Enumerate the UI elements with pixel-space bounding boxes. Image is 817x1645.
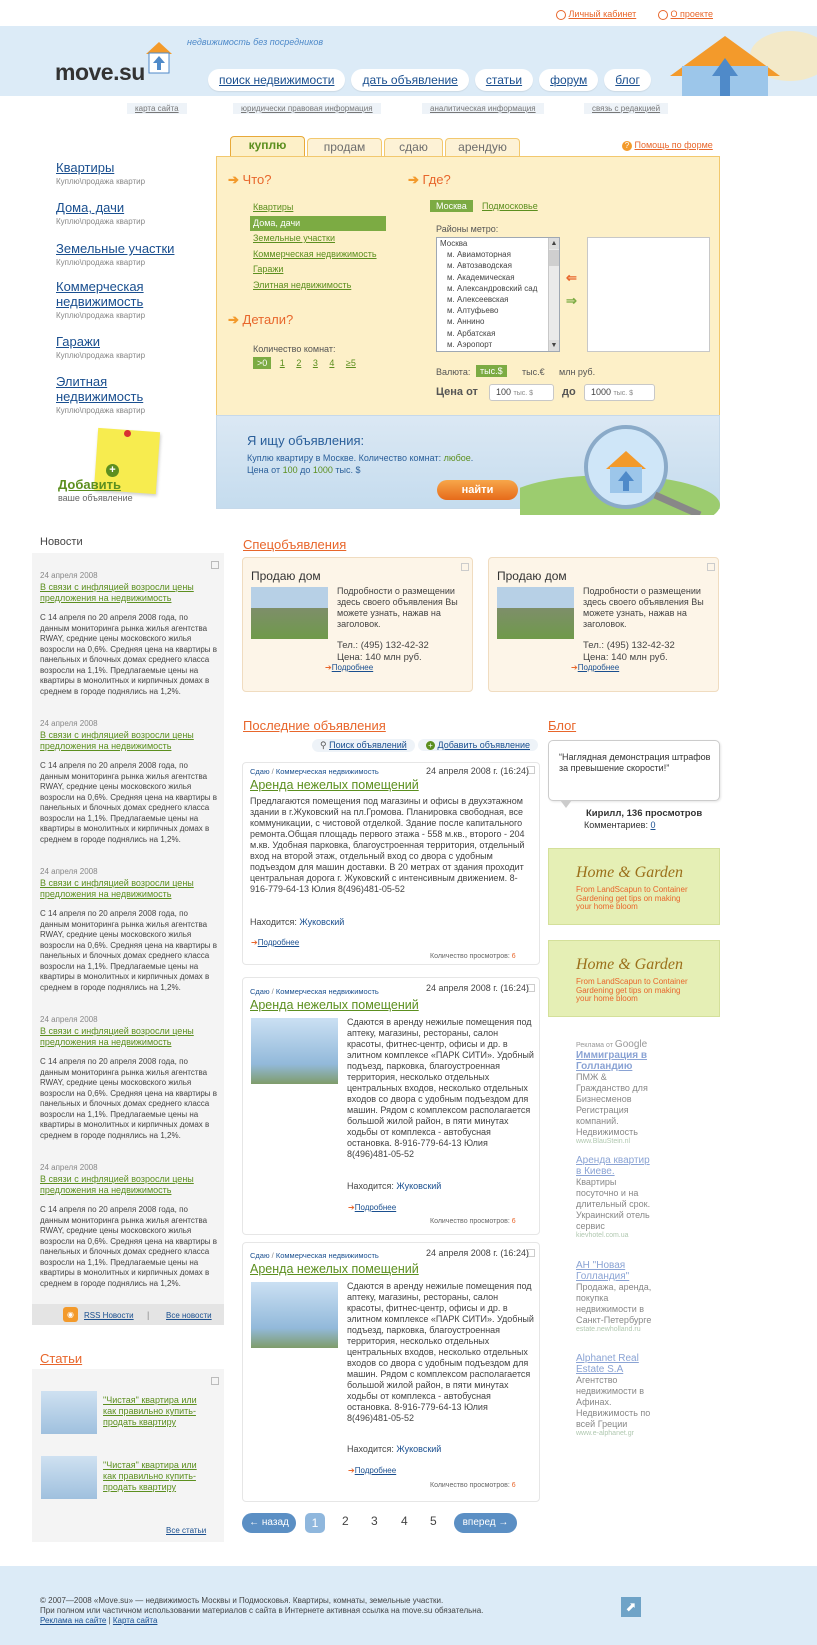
listing-photo[interactable]	[251, 1282, 338, 1348]
currency-rub[interactable]: млн руб.	[559, 367, 596, 377]
arrow-right-icon: ➔	[228, 172, 239, 187]
page-current[interactable]: 1	[305, 1513, 325, 1533]
rooms-option-selected[interactable]: >0	[253, 357, 271, 369]
google-ad[interactable]: Alphanet Real Estate S.A Агентство недвижимости в Афинах. Недвижимость по всей Греции www.e-alphanet.gr	[576, 1353, 651, 1437]
what-heading: ➔ Что?	[228, 172, 272, 187]
google-ad[interactable]: АН "Новая Голландия" Продажа, аренда, покупка недвижимости в Санкт-Петербурге estate.newholland.ru	[576, 1260, 652, 1333]
scroll-down-icon[interactable]: ▼	[550, 342, 558, 349]
all-articles-link[interactable]: Все статьи	[166, 1526, 207, 1535]
category-item[interactable]: Коммерческая недвижимость Куплю\продажа квартир	[56, 279, 146, 320]
arrow-right-icon: ➔	[348, 1203, 355, 1212]
special-photo[interactable]	[251, 587, 328, 639]
metro-option[interactable]: м. Аннино	[447, 317, 485, 327]
latest-heading[interactable]: Последние объявления	[243, 718, 386, 733]
news-item: 24 апреля 2008 В связи с инфляцией возросли цены предложения на недвижимость С 14 апреля по 20 апреля 2008 года, по данным мониторинга рынка жилья агентства RWAY, средние цены московского жилья возросли на 0,6%. Средняя цена на квартиры в панельных и блочных домах среднего класса возросли на 1,1%. Предлагаемые цены на квартиры в монолитных и кирпичных домах в среднем в городе поднялись на 1,2%.	[40, 1015, 217, 1140]
info-icon	[658, 10, 668, 20]
metro-option[interactable]: м. Академическая	[447, 272, 515, 282]
special-photo[interactable]	[497, 587, 574, 639]
collapse-icon[interactable]	[211, 1377, 219, 1385]
scroll-up-icon[interactable]: ▲	[550, 240, 558, 247]
rooms-option[interactable]: 3	[312, 358, 318, 368]
price-from-label: Цена от	[436, 386, 478, 398]
nav-search[interactable]: поиск недвижимости	[208, 69, 345, 91]
metro-option[interactable]: м. Авиамоторная	[447, 250, 511, 260]
summary-title: Я ищу объявления:	[247, 433, 365, 448]
rooms-option[interactable]: 2	[296, 358, 302, 368]
arrow-right-icon: ➔	[228, 312, 239, 327]
collapse-icon[interactable]	[707, 563, 715, 571]
listing-breadcrumb: Сдаю / Коммерческая недвижимость	[250, 987, 379, 996]
listing-location: Находится: Жуковский	[250, 917, 345, 927]
scroll-to-top-icon[interactable]: ⬈	[621, 1597, 641, 1617]
tagline: недвижимость без посредников	[187, 37, 324, 47]
special-title[interactable]: Продаю дом	[497, 569, 567, 583]
more-link[interactable]: ➔Подробнее	[348, 1466, 397, 1475]
metro-option[interactable]: м. Алексеевская	[447, 295, 509, 305]
blog-author: Кирилл, 136 просмотров	[586, 808, 703, 819]
subnav-site-map[interactable]: карта сайта	[127, 103, 187, 114]
category-item[interactable]: Элитная недвижимость Куплю\продажа квартир	[56, 374, 146, 415]
google-ad[interactable]: Аренда квартир в Киеве. Квартиры посуточно и на длительный срок. Украинский отель сервис kievhotel.com.ua	[576, 1155, 651, 1239]
listing-location: Находится: Жуковский	[347, 1181, 442, 1191]
what-list	[250, 200, 386, 293]
region-moscow[interactable]: Москва	[430, 200, 473, 212]
articles-heading[interactable]: Статьи	[40, 1351, 83, 1366]
special-price: Цена: 140 млн руб.	[583, 652, 668, 663]
subnav-analytics[interactable]: аналитическая информация	[422, 103, 544, 114]
listing-body: Предлагаются помещения под магазины и офисы в двухэтажном здании в г.Жуковский на пл.Громова. Планировка свободная, все коммуникации, с чистовой отделкой. Здание после капитального ремонта.Общая площадь первого этажа - 558 м.кв., второго - 204 м.кв. Удобная парковка, благоустроенная территория, отдельный вход на второй этаж, отдельный вход со двора с удобным подъездом для машин доставки. В 20 метрах от здания проходит центральная дорога г. Жуковский с интенсивным движением. 8-916-779-64-13 Юлия 8(496)481-05-52	[250, 796, 525, 894]
special-phone: Тел.: (495) 132-42-32	[337, 640, 429, 651]
footer-text: © 2007—2008 «Move.su» — недвижимость Москвы и Подмосковья. Квартиры, комнаты, земельные участки. При полном или частичном использовании материалов с сайта в Интернете активная ссылка на move.su обязательна. Реклама на сайте | Карта сайта	[40, 1596, 484, 1625]
plus-icon: +	[106, 464, 119, 477]
details-heading: ➔ Детали?	[228, 312, 294, 327]
what-item[interactable]: Коммерческая недвижимость	[253, 248, 377, 259]
plus-circle-icon: +	[426, 741, 435, 750]
banner-title: Home & Garden	[576, 864, 683, 881]
more-link[interactable]: ➔Подробнее	[571, 663, 620, 672]
next-page-button[interactable]: вперед →	[454, 1513, 517, 1533]
blog-heading[interactable]: Блог	[548, 718, 577, 733]
tab-buy[interactable]: куплю	[230, 136, 305, 157]
tab-sell[interactable]: продам	[307, 138, 382, 156]
what-item[interactable]: Гаражи	[253, 264, 284, 274]
rooms-option[interactable]: 1	[279, 358, 285, 368]
listing-date: 24 апреля 2008 г. (16:24)	[426, 766, 529, 776]
listing-title[interactable]: Аренда нежелых помещений	[250, 998, 419, 1012]
special-title[interactable]: Продаю дом	[251, 569, 321, 583]
add-listing-link[interactable]: + Добавить объявление	[418, 739, 538, 751]
listing-location: Находится: Жуковский	[347, 1444, 442, 1454]
separator: |	[147, 1310, 150, 1320]
listing-photo[interactable]	[251, 1018, 338, 1084]
arrow-right-icon: ➔	[325, 663, 332, 672]
search-listings-link[interactable]: ⚲ Поиск объявлений	[312, 739, 415, 752]
category-item[interactable]: Земельные участки Куплю\продажа квартир	[56, 241, 175, 267]
find-button[interactable]: найти	[437, 480, 518, 500]
listing-date: 24 апреля 2008 г. (16:24)	[426, 1248, 529, 1258]
arrow-right-icon: ➔	[348, 1466, 355, 1475]
help-link[interactable]: ? Помощь по форме	[622, 140, 713, 151]
special-phone: Тел.: (495) 132-42-32	[583, 640, 675, 651]
about-link[interactable]: О проекте	[658, 9, 713, 20]
more-link[interactable]: ➔Подробнее	[251, 938, 300, 947]
main-nav	[208, 69, 657, 91]
article-link[interactable]: "Чистая" квартира или как правильно купить-продать квартиру	[103, 1460, 197, 1492]
prev-page-button[interactable]: ← назад	[242, 1513, 296, 1533]
metro-option[interactable]: м. Автозаводская	[447, 261, 512, 271]
arrow-right-icon: ➔	[408, 172, 419, 187]
scroll-thumb[interactable]	[549, 250, 559, 266]
news-item: 24 апреля 2008 В связи с инфляцией возросли цены предложения на недвижимость С 14 апреля по 20 апреля 2008 года, по данным мониторинга рынка жилья агентства RWAY, средние цены московского жилья возросли на 0,6%. Средняя цена на квартиры в панельных и блочных домах среднего класса возросли на 1,1%. Предлагаемые цены на квартиры в монолитных и кирпичных домах в среднем в городе поднялись на 1,2%.	[40, 1163, 217, 1288]
metro-option[interactable]: Москва	[440, 239, 468, 248]
arrow-right-icon: ➔	[571, 663, 578, 672]
listing-title[interactable]: Аренда нежелых помещений	[250, 778, 419, 792]
what-item[interactable]: Элитная недвижимость	[253, 279, 352, 290]
tab-rent-out[interactable]: сдаю	[384, 138, 443, 156]
special-desc: Подробности о размещении здесь своего объявления Вы можете узнать, нажав на заголовок.	[337, 586, 458, 629]
what-item[interactable]: Земельные участки	[253, 233, 336, 243]
page-link[interactable]: 4	[401, 1514, 408, 1528]
arrow-right-icon: ➔	[251, 938, 258, 947]
subnav-band	[0, 96, 817, 116]
banner-text: From LandScapun to Container Gardening get tips on making your home bloom	[576, 977, 688, 1003]
add-listing-sub: ваше объявление	[58, 493, 133, 503]
listing-views: Количество просмотров: 6	[430, 953, 516, 960]
nav-blog[interactable]: блог	[604, 69, 651, 91]
rss-icon[interactable]: ◉	[63, 1307, 78, 1322]
listing-breadcrumb: Сдаю / Коммерческая недвижимость	[250, 1251, 379, 1260]
tab-rent[interactable]: арендую	[445, 138, 520, 156]
blog-comments: Комментариев: 0	[584, 820, 656, 830]
move-right-arrow-icon[interactable]: ⇒	[566, 293, 577, 308]
bubble-tail	[560, 800, 572, 808]
header-house-illustration	[660, 26, 817, 96]
price-to-input[interactable]: 1000 тыс. $	[584, 384, 655, 401]
user-icon	[556, 10, 566, 20]
site-logo[interactable]: move.su	[55, 59, 145, 85]
search-icon: ⚲	[320, 740, 327, 750]
pin-icon	[124, 430, 131, 437]
google-ads-label: Реклама от Google	[576, 1039, 648, 1050]
nav-add-listing[interactable]: дать объявление	[351, 69, 468, 91]
listing-views: Количество просмотров: 6	[430, 1218, 516, 1225]
news-item: 24 апреля 2008 В связи с инфляцией возросли цены предложения на недвижимость С 14 апреля по 20 апреля 2008 года, по данным мониторинга рынка жилья агентства RWAY, средние цены московского жилья возросли на 0,6%. Средняя цена на квартиры в панельных и блочных домах среднего класса возросли на 1,1%. Предлагаемые цены на квартиры в монолитных и кирпичных домах в среднем в городе поднялись на 1,2%.	[40, 867, 217, 992]
price-from-input[interactable]: 100 тыс. $	[489, 384, 554, 401]
magnifier-house-illustration	[520, 425, 725, 515]
nav-articles[interactable]: статьи	[475, 69, 533, 91]
category-item[interactable]: Гаражи Куплю\продажа квартир	[56, 334, 146, 360]
page-link[interactable]: 3	[371, 1514, 378, 1528]
selected-metro-list[interactable]	[587, 237, 710, 352]
what-item[interactable]: Квартиры	[253, 202, 294, 212]
news-item: 24 апреля 2008 В связи с инфляцией возросли цены предложения на недвижимость С 14 апреля по 20 апреля 2008 года, по данным мониторинга рынка жилья агентства RWAY, средние цены московского жилья возросли на 0,6%. Средняя цена на квартиры в панельных и блочных домах среднего класса возросли на 1,1%. Предлагаемые цены на квартиры в монолитных и кирпичных домах в среднем в городе поднялись на 1,2%.	[40, 719, 217, 844]
currency-label: Валюта:	[436, 367, 471, 377]
add-listing-button[interactable]: Добавить	[58, 477, 121, 492]
news-item: 24 апреля 2008 В связи с инфляцией возросли цены предложения на недвижимость С 14 апреля по 20 апреля 2008 года, по данным мониторинга рынка жилья агентства RWAY, средние цены московского жилья возросли на 0,6%. Средняя цена на квартиры в панельных и блочных домах среднего класса возросли на 1,1%. Предлагаемые цены на квартиры в монолитных и кирпичных домах в среднем в городе поднялись на 1,2%.	[40, 571, 217, 696]
listing-body: Сдаются в аренду нежилые помещения под аптеку, магазины, рестораны, салон красоты, фитнес-центр, офисы и др. в элитном комплексе «ПАРК СИТИ». Удобный подъезд, парковка, благоустроенная территория, несколько отдельных центральных входов, несколько отдельных входов со двора с удобным подъездом для машин. Рядом с комплексом располагается большой жилой район, в пяти минутах ходьбы от комплекса - автобусная остановка. 8-916-779-64-13 Юлия 8(496)481-05-52	[347, 1017, 534, 1159]
special-heading[interactable]: Спецобъявления	[243, 537, 347, 552]
metro-listbox[interactable]	[436, 237, 560, 352]
metro-option[interactable]: м. Алтуфьево	[447, 306, 499, 316]
subnav-legal[interactable]: юридически правовая информация	[233, 103, 381, 114]
where-heading: ➔ Где?	[408, 172, 451, 187]
special-desc: Подробности о размещении здесь своего объявления Вы можете узнать, нажав на заголовок.	[583, 586, 704, 629]
rooms-selector	[253, 358, 356, 368]
metro-option[interactable]: м. Александровский сад	[447, 283, 538, 293]
article-thumb[interactable]	[41, 1456, 97, 1499]
special-price: Цена: 140 млн руб.	[337, 652, 422, 663]
listing-title[interactable]: Аренда нежелых помещений	[250, 1262, 419, 1276]
currency-eur[interactable]: тыс.€	[522, 367, 545, 377]
metro-option[interactable]: м. Аэропорт	[447, 339, 493, 349]
region-oblast[interactable]: Подмосковье	[482, 201, 538, 211]
collapse-icon[interactable]	[461, 563, 469, 571]
page-link[interactable]: 5	[430, 1514, 437, 1528]
news-heading[interactable]: Новости	[40, 536, 83, 548]
blog-quote[interactable]: “Наглядная демонстрация штрафов за превышение скорости!”	[559, 752, 711, 773]
help-icon: ?	[622, 141, 632, 151]
subnav-contact[interactable]: связь с редакцией	[584, 103, 668, 114]
collapse-icon[interactable]	[211, 561, 219, 569]
banner-text: From LandScapun to Container Gardening get tips on making your home bloom	[576, 885, 688, 911]
more-link[interactable]: ➔Подробнее	[325, 663, 374, 672]
banner-title: Home & Garden	[576, 956, 683, 973]
metro-option[interactable]: м. Арбатская	[447, 328, 496, 338]
rooms-option[interactable]: 4	[329, 358, 335, 368]
metro-label: Районы метро:	[436, 224, 499, 234]
category-item[interactable]: Дома, дачи Куплю\продажа квартир	[56, 200, 146, 226]
nav-forum[interactable]: форум	[539, 69, 598, 91]
price-to-label: до	[562, 386, 576, 398]
summary-text: Куплю квартиру в Москве. Количество комнат: любое. Цена от 100 до 1000 тыс. $	[247, 453, 474, 475]
category-item[interactable]: Квартиры Куплю\продажа квартир	[56, 160, 146, 186]
rooms-label: Количество комнат:	[253, 344, 336, 354]
scrollbar[interactable]	[548, 238, 559, 351]
listing-breadcrumb: Сдаю / Коммерческая недвижимость	[250, 767, 379, 776]
currency-usd[interactable]: тыс.$	[476, 365, 507, 377]
google-ad[interactable]: Иммиграция в Голландию ПМЖ & Гражданство для Бизнесменов Регистрация компаний. Недвижимость www.BlauStein.nl	[576, 1050, 648, 1145]
all-news-link[interactable]: Все новости	[166, 1311, 212, 1320]
page-link[interactable]: 2	[342, 1514, 349, 1528]
more-link[interactable]: ➔Подробнее	[348, 1203, 397, 1212]
move-left-arrow-icon[interactable]: ⇐	[566, 270, 577, 285]
what-item-selected[interactable]: Дома, дачи	[250, 216, 386, 232]
article-thumb[interactable]	[41, 1391, 97, 1434]
listing-body: Сдаются в аренду нежилые помещения под аптеку, магазины, рестораны, салон красоты, фитнес-центр, офисы и др. в элитном комплексе «ПАРК СИТИ». Удобный подъезд, парковка, благоустроенная территория, несколько отдельных центральных входов, несколько отдельных входов со двора с удобным подъездом для машин. Рядом с комплексом располагается большой жилой район, в пяти минутах ходьбы от комплекса - автобусная остановка. 8-916-779-64-13 Юлия 8(496)481-05-52	[347, 1281, 534, 1423]
logo-house-icon	[142, 38, 176, 76]
news-list	[40, 571, 218, 1311]
category-list	[56, 160, 196, 414]
listing-date: 24 апреля 2008 г. (16:24)	[426, 983, 529, 993]
listing-views: Количество просмотров: 6	[430, 1482, 516, 1489]
rss-link[interactable]: RSS Новости	[84, 1311, 134, 1320]
article-link[interactable]: "Чистая" квартира или как правильно купить-продать квартиру	[103, 1395, 197, 1427]
rooms-option[interactable]: ≥5	[345, 358, 356, 368]
cabinet-link[interactable]: Личный кабинет	[556, 9, 636, 20]
